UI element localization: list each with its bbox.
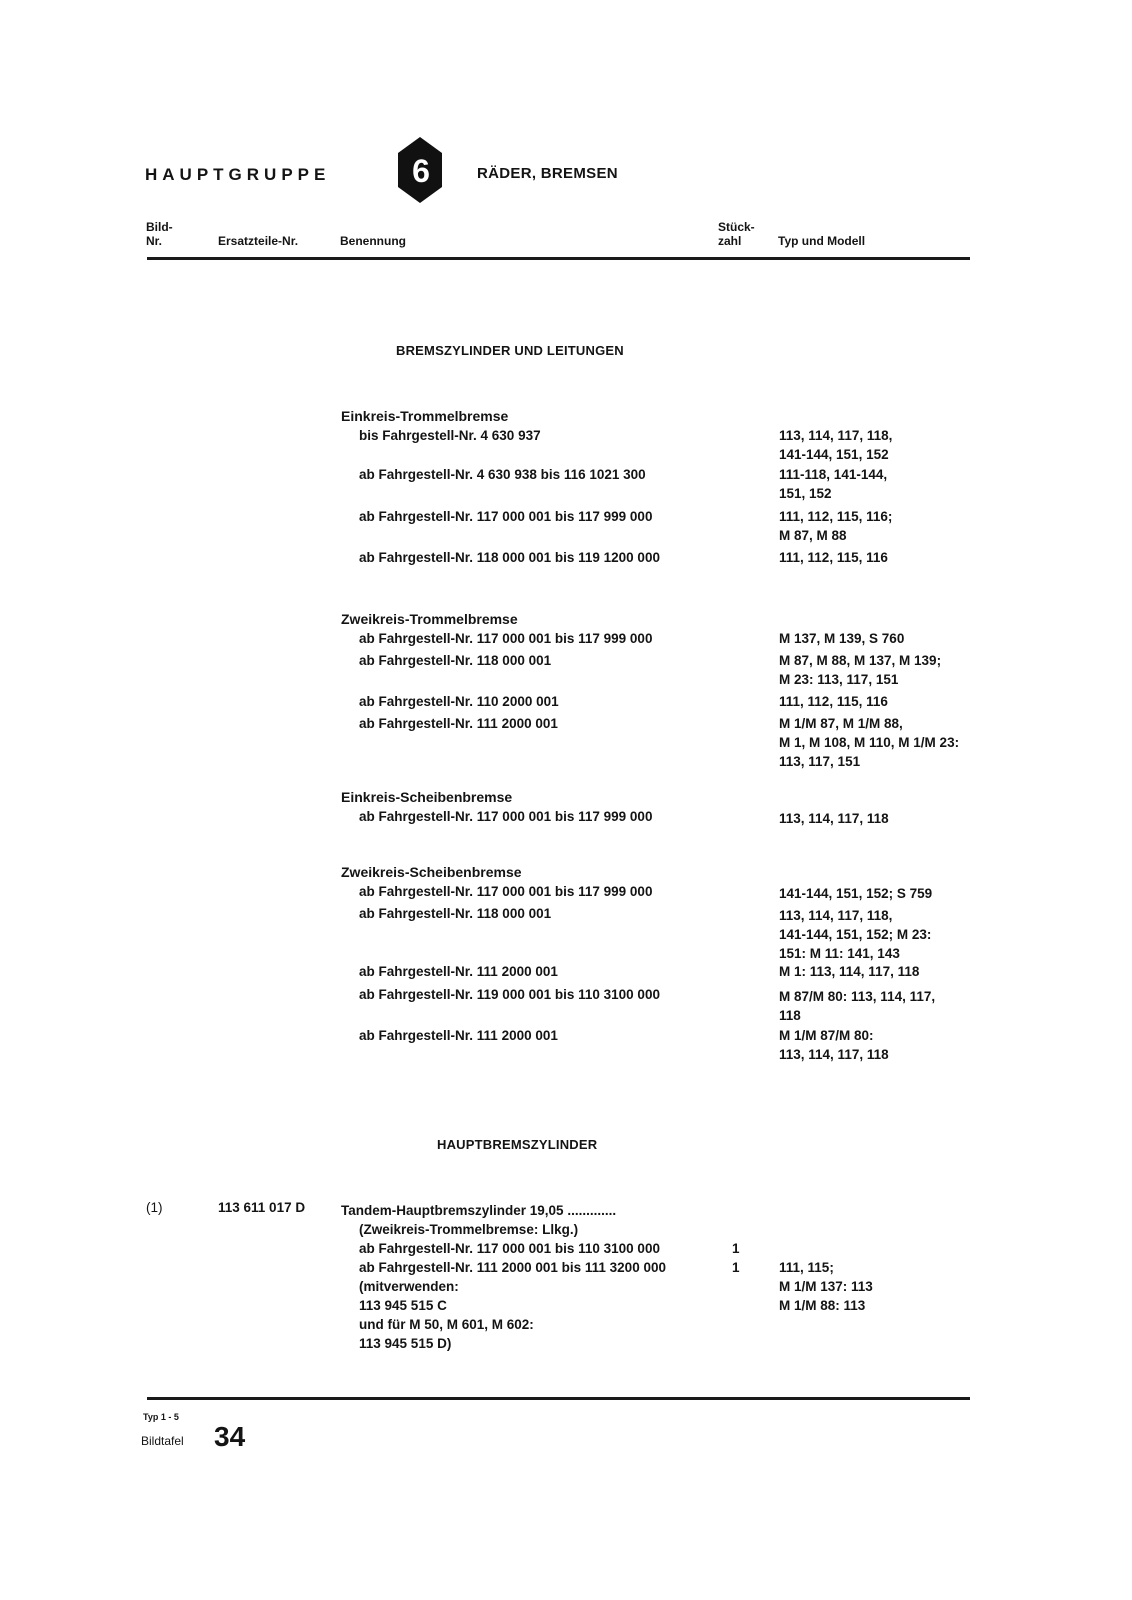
row-desc: ab Fahrgestell-Nr. 118 000 001 [359, 906, 552, 921]
row-typ: 113, 114, 117, 118, 141-144, 151, 152 [779, 428, 893, 462]
group-number: 6 [412, 153, 430, 189]
col-bild-nr: Bild- Nr. [146, 220, 173, 248]
row-typ: M 87/M 80: 113, 114, 117, 118 [779, 989, 936, 1023]
row-desc: ab Fahrgestell-Nr. 110 2000 001 [359, 694, 559, 709]
group-label: HAUPTGRUPPE [145, 165, 331, 184]
col-typ-modell: Typ und Modell [778, 234, 866, 248]
row-typ: M 1/M 87/M 80: 113, 114, 117, 118 [779, 1028, 889, 1062]
item-bild-nr: (1) [146, 1200, 163, 1215]
footer-rule [147, 1397, 970, 1400]
row-typ: 111, 112, 115, 116 [779, 550, 888, 565]
item-qty: 1 1 [732, 1241, 740, 1275]
group-heading: Zweikreis-Trommelbremse [341, 611, 518, 627]
row-typ: 111, 112, 115, 116; M 87, M 88 [779, 509, 893, 543]
item-description: Tandem-Hauptbremszylinder 19,05 ............. (Zweikreis-Trommelbremse: Llkg.) ab Fahrgestell-Nr. 117 000 001 bis 110 3100 000 ab Fahrgestell-Nr. 111 2000 001 bis 111 3200 000 (mitverwenden: 113 945 515 C und für M 50, M 601, M 602: 113 945 515 D) [341, 1203, 666, 1351]
row-desc: ab Fahrgestell-Nr. 118 000 001 bis 119 1200 000 [359, 550, 660, 565]
row-desc: ab Fahrgestell-Nr. 111 2000 001 [359, 716, 558, 731]
row-desc: ab Fahrgestell-Nr. 117 000 001 bis 117 999 000 [359, 509, 653, 524]
footer-label: Bildtafel [141, 1434, 184, 1448]
row-desc: bis Fahrgestell-Nr. 4 630 937 [359, 428, 541, 443]
row-typ: M 1: 113, 114, 117, 118 [779, 964, 920, 979]
col-stueckzahl: Stück- zahl [718, 220, 755, 248]
group-heading: Einkreis-Trommelbremse [341, 408, 509, 424]
row-typ: 141-144, 151, 152; S 759 [779, 886, 933, 901]
row-typ: 113, 114, 117, 118, 141-144, 151, 152; M 23: 151: M 11: 141, 143 [779, 908, 932, 961]
group-heading: Einkreis-Scheibenbremse [341, 789, 513, 805]
group-title: RÄDER, BREMSEN [477, 165, 618, 182]
row-desc: ab Fahrgestell-Nr. 111 2000 001 [359, 964, 558, 979]
row-desc: ab Fahrgestell-Nr. 117 000 001 bis 117 999 000 [359, 631, 653, 646]
group-number-badge [396, 135, 444, 205]
row-desc: ab Fahrgestell-Nr. 111 2000 001 [359, 1028, 558, 1043]
col-benennung: Benennung [340, 234, 406, 248]
section-title-hauptbremszylinder: HAUPTBREMSZYLINDER [437, 1137, 598, 1152]
row-typ: M 87, M 88, M 137, M 139; M 23: 113, 117, 151 [779, 653, 942, 687]
row-desc: ab Fahrgestell-Nr. 117 000 001 bis 117 999 000 [359, 884, 653, 899]
group-heading: Zweikreis-Scheibenbremse [341, 864, 522, 880]
page-number: 34 [214, 1421, 246, 1452]
row-desc: ab Fahrgestell-Nr. 118 000 001 [359, 653, 552, 668]
section-title-bremszylinder: BREMSZYLINDER UND LEITUNGEN [396, 343, 624, 358]
row-desc: ab Fahrgestell-Nr. 117 000 001 bis 117 999 000 [359, 809, 653, 824]
header-rule [147, 257, 970, 260]
item-typ: 111, 115; M 1/M 137: 113 M 1/M 88: 113 [779, 1260, 873, 1313]
row-typ: M 1/M 87, M 1/M 88, M 1, M 108, M 110, M 1/M 23: 113, 117, 151 [779, 716, 960, 769]
footer-typ: Typ 1 - 5 [143, 1412, 179, 1422]
row-typ: 111-118, 141-144, 151, 152 [779, 467, 888, 501]
row-typ: 113, 114, 117, 118 [779, 811, 889, 826]
row-desc: ab Fahrgestell-Nr. 4 630 938 bis 116 1021 300 [359, 467, 646, 482]
row-typ: 111, 112, 115, 116 [779, 694, 888, 709]
col-ersatzteile-nr: Ersatzteile-Nr. [218, 234, 299, 248]
row-desc: ab Fahrgestell-Nr. 119 000 001 bis 110 3100 000 [359, 987, 660, 1002]
item-part-no: 113 611 017 D [218, 1200, 306, 1215]
row-typ: M 137, M 139, S 760 [779, 631, 905, 646]
